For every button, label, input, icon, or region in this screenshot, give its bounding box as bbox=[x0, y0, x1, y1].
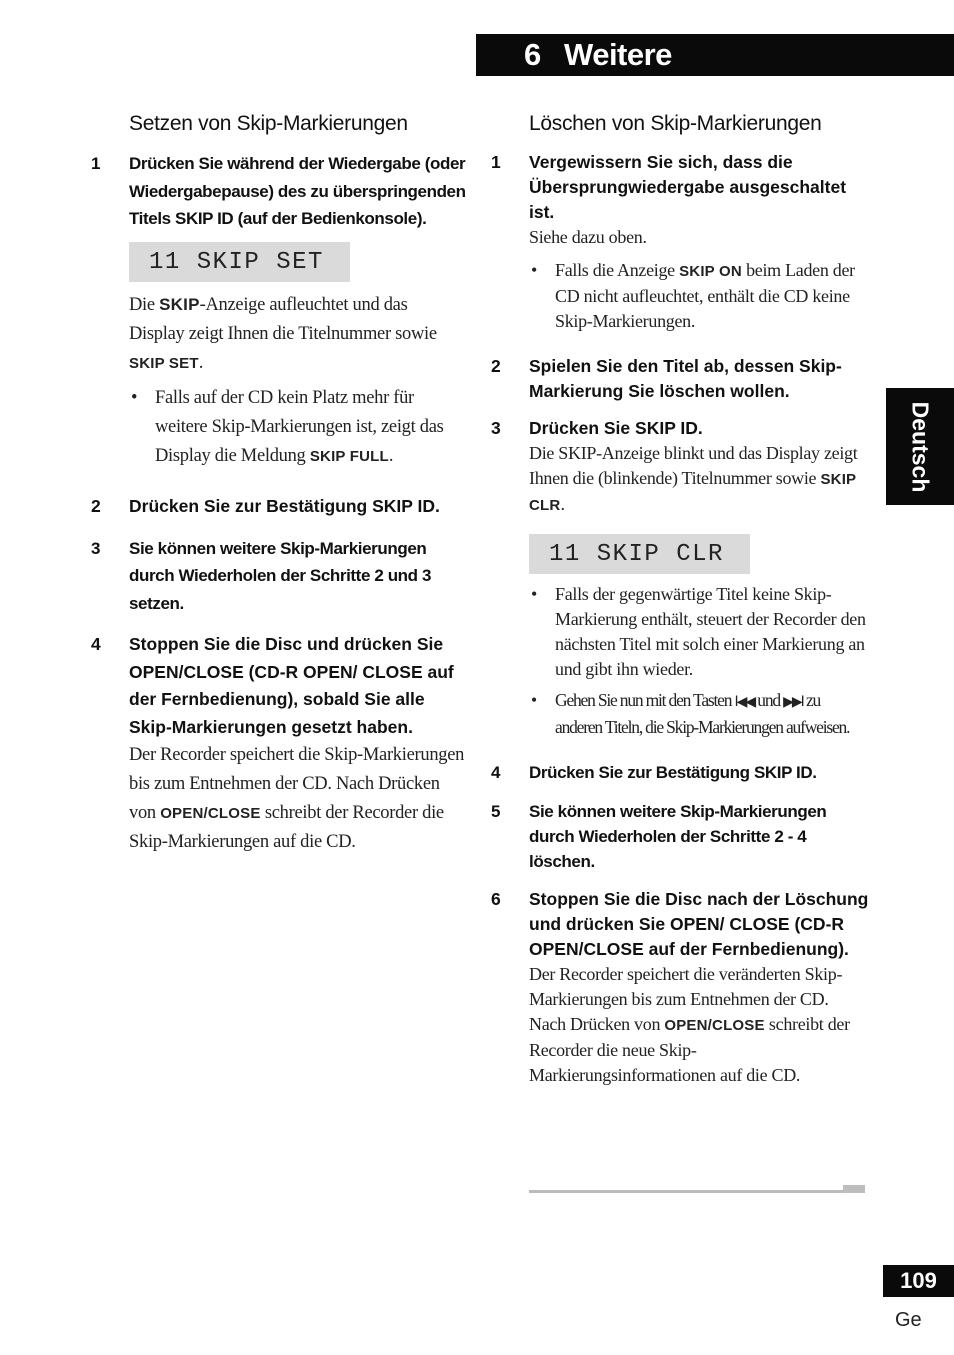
skip-indicator-label: SKIP bbox=[159, 294, 200, 314]
left-bullet-1-part-c: . bbox=[388, 445, 394, 466]
lcd-display-skip-clr bbox=[529, 534, 750, 574]
language-code: Ge bbox=[895, 1309, 922, 1331]
right-step-2-text: Spielen Sie den Titel ab, dessen Skip-Markierung Sie löschen wollen. bbox=[529, 356, 842, 401]
left-paragraph-1 bbox=[129, 290, 467, 378]
left-step-4-text: Stoppen Sie die Disc und drücken Sie OPEN/CLOSE (CD-R OPEN/ CLOSE auf der Fernbedienung), sobald Sie alle Skip-Markierungen gesetzt haben. bbox=[129, 634, 454, 737]
left-step-4-number: 4 bbox=[91, 634, 101, 654]
left-paragraph-4-part-c: schreibt der Recorder die Skip-Markierungen auf die CD. bbox=[129, 803, 444, 852]
skip-clr-label: SKIP CLR bbox=[529, 471, 856, 514]
left-paragraph-1-part-a: Die bbox=[129, 294, 160, 315]
left-paragraph-4-part-a: Der Recorder speichert die Skip-Markierungen bis zum Entnehmen der CD. Nach Drücken von bbox=[129, 745, 465, 823]
right-step-6 bbox=[491, 887, 869, 962]
left-column bbox=[91, 112, 467, 857]
left-section-heading: Setzen von Skip-Markierungen bbox=[129, 112, 408, 135]
right-section-heading: Löschen von Skip-Markierungen bbox=[529, 112, 822, 135]
left-step-1-text: Drücken Sie während der Wiedergabe (oder Wiedergabepause) des zu überspringenden Titels SKIP ID (auf der Bedienkonsole). bbox=[129, 154, 466, 228]
section-end-rule-marker bbox=[843, 1185, 865, 1193]
chapter-header bbox=[476, 34, 954, 114]
right-paragraph-3-part-c: . bbox=[560, 494, 565, 514]
skip-full-label: SKIP FULL bbox=[309, 447, 389, 465]
left-paragraph-4 bbox=[129, 741, 467, 857]
left-step-3 bbox=[91, 535, 467, 618]
right-step-3 bbox=[491, 416, 869, 441]
right-paragraph-6-part-c: schreibt der Recorder die neue Skip-Markierungsinformationen auf die CD. bbox=[529, 1014, 850, 1085]
left-step-2 bbox=[91, 493, 467, 519]
left-step-4 bbox=[91, 631, 467, 741]
right-step-1 bbox=[491, 150, 869, 225]
right-step-1-text: Vergewissern Sie sich, dass die Übersprungwiedergabe ausgeschaltet ist. bbox=[529, 152, 847, 222]
right-bullet-2 bbox=[529, 582, 869, 682]
page-number: 109 bbox=[883, 1265, 954, 1297]
right-step-5 bbox=[491, 799, 869, 874]
right-bullet-2-text: Falls der gegenwärtige Titel keine Skip-Markierung enthält, steuert der Recorder den nächsten Titel mit solch einer Markierung an und gibt ihn wieder. bbox=[555, 584, 866, 679]
language-side-tab-label: Deutsch bbox=[907, 401, 934, 492]
lcd-display-skip-set-text: 11 SKIP SET bbox=[149, 248, 324, 276]
bullet-dot: • bbox=[531, 690, 536, 710]
next-track-icon: ▶▶I bbox=[783, 694, 803, 710]
right-paragraph-3-part-a: Die SKIP-Anzeige blinkt und das Display zeigt Ihnen die (blinkende) Titelnummer sowie bbox=[529, 443, 858, 488]
right-bullet-3-part-b: und bbox=[754, 690, 784, 710]
right-paragraph-1: Siehe dazu oben. bbox=[529, 227, 647, 247]
right-step-3-number: 3 bbox=[491, 418, 501, 438]
right-step-4-number: 4 bbox=[491, 763, 501, 782]
open-close-label: OPEN/CLOSE bbox=[664, 1017, 765, 1034]
right-bullet-3-part-c: zu anderen Titeln, die Skip-Markierungen aufweisen. bbox=[555, 690, 850, 737]
right-step-6-text: Stoppen Sie die Disc nach der Löschung und drücken Sie OPEN/ CLOSE (CD-R OPEN/CLOSE auf der Fernbedienung). bbox=[529, 889, 869, 959]
left-step-2-number: 2 bbox=[91, 495, 101, 516]
chapter-number: 6 bbox=[524, 37, 541, 72]
open-close-label: OPEN/CLOSE bbox=[160, 805, 261, 822]
left-bullet-1 bbox=[129, 384, 467, 471]
right-column bbox=[491, 112, 869, 1088]
right-step-6-number: 6 bbox=[491, 889, 501, 909]
bullet-dot: • bbox=[531, 260, 538, 280]
left-step-3-text: Sie können weitere Skip-Markierungen durch Wiederholen der Schritte 2 und 3 setzen. bbox=[129, 538, 432, 613]
right-paragraph-6-part-a: Der Recorder speichert die veränderten Skip-Markierungen bis zum Entnehmen der CD. Nach Drücken von bbox=[529, 964, 843, 1034]
right-step-2 bbox=[491, 354, 869, 404]
lcd-display-skip-set bbox=[129, 242, 350, 282]
right-step-4-text: Drücken Sie zur Bestätigung SKIP ID. bbox=[529, 763, 817, 782]
skip-on-label: SKIP ON bbox=[679, 263, 742, 280]
lcd-display-skip-clr-text: 11 SKIP CLR bbox=[549, 541, 724, 568]
left-step-1-number: 1 bbox=[91, 154, 101, 173]
chapter-title: Weitere Aufnahmefunktionen bbox=[564, 37, 865, 114]
bullet-dot: • bbox=[531, 584, 538, 604]
right-bullet-3-part-a: Gehen Sie nun mit den Tasten bbox=[555, 690, 735, 710]
left-step-1 bbox=[91, 150, 467, 233]
left-step-2-text: Drücken Sie zur Bestätigung SKIP ID. bbox=[129, 495, 440, 516]
left-step-3-number: 3 bbox=[91, 538, 101, 558]
right-bullet-1-part-a: Falls die Anzeige bbox=[555, 260, 680, 280]
right-step-2-number: 2 bbox=[491, 356, 501, 376]
left-paragraph-1-part-c: -Anzeige aufleuchtet und das Display zeigt Ihnen die Titelnummer sowie bbox=[129, 294, 437, 344]
left-bullet-1-part-a: Falls auf der CD kein Platz mehr für weitere Skip-Markierungen ist, zeigt das Display die Meldung bbox=[155, 387, 444, 466]
right-paragraph-3 bbox=[529, 441, 869, 518]
previous-track-icon: I◀◀ bbox=[734, 694, 755, 710]
skip-set-label: SKIP SET bbox=[129, 354, 199, 372]
right-step-5-text: Sie können weitere Skip-Markierungen durch Wiederholen der Schritte 2 - 4 löschen. bbox=[529, 802, 827, 871]
right-bullet-1-part-c: beim Laden der CD nicht aufleuchtet, enthält die CD keine Skip-Markierungen. bbox=[555, 260, 855, 331]
right-step-5-number: 5 bbox=[491, 802, 501, 821]
right-step-3-text: Drücken Sie SKIP ID. bbox=[529, 418, 703, 438]
right-bullet-3 bbox=[529, 688, 869, 740]
bullet-dot: • bbox=[131, 387, 138, 408]
left-paragraph-1-part-e: . bbox=[198, 352, 204, 373]
section-end-rule bbox=[529, 1190, 865, 1193]
right-step-4 bbox=[491, 760, 869, 785]
right-step-1-number: 1 bbox=[491, 152, 501, 172]
language-side-tab bbox=[886, 388, 954, 505]
right-bullet-1 bbox=[529, 258, 869, 334]
right-paragraph-6 bbox=[529, 962, 869, 1088]
